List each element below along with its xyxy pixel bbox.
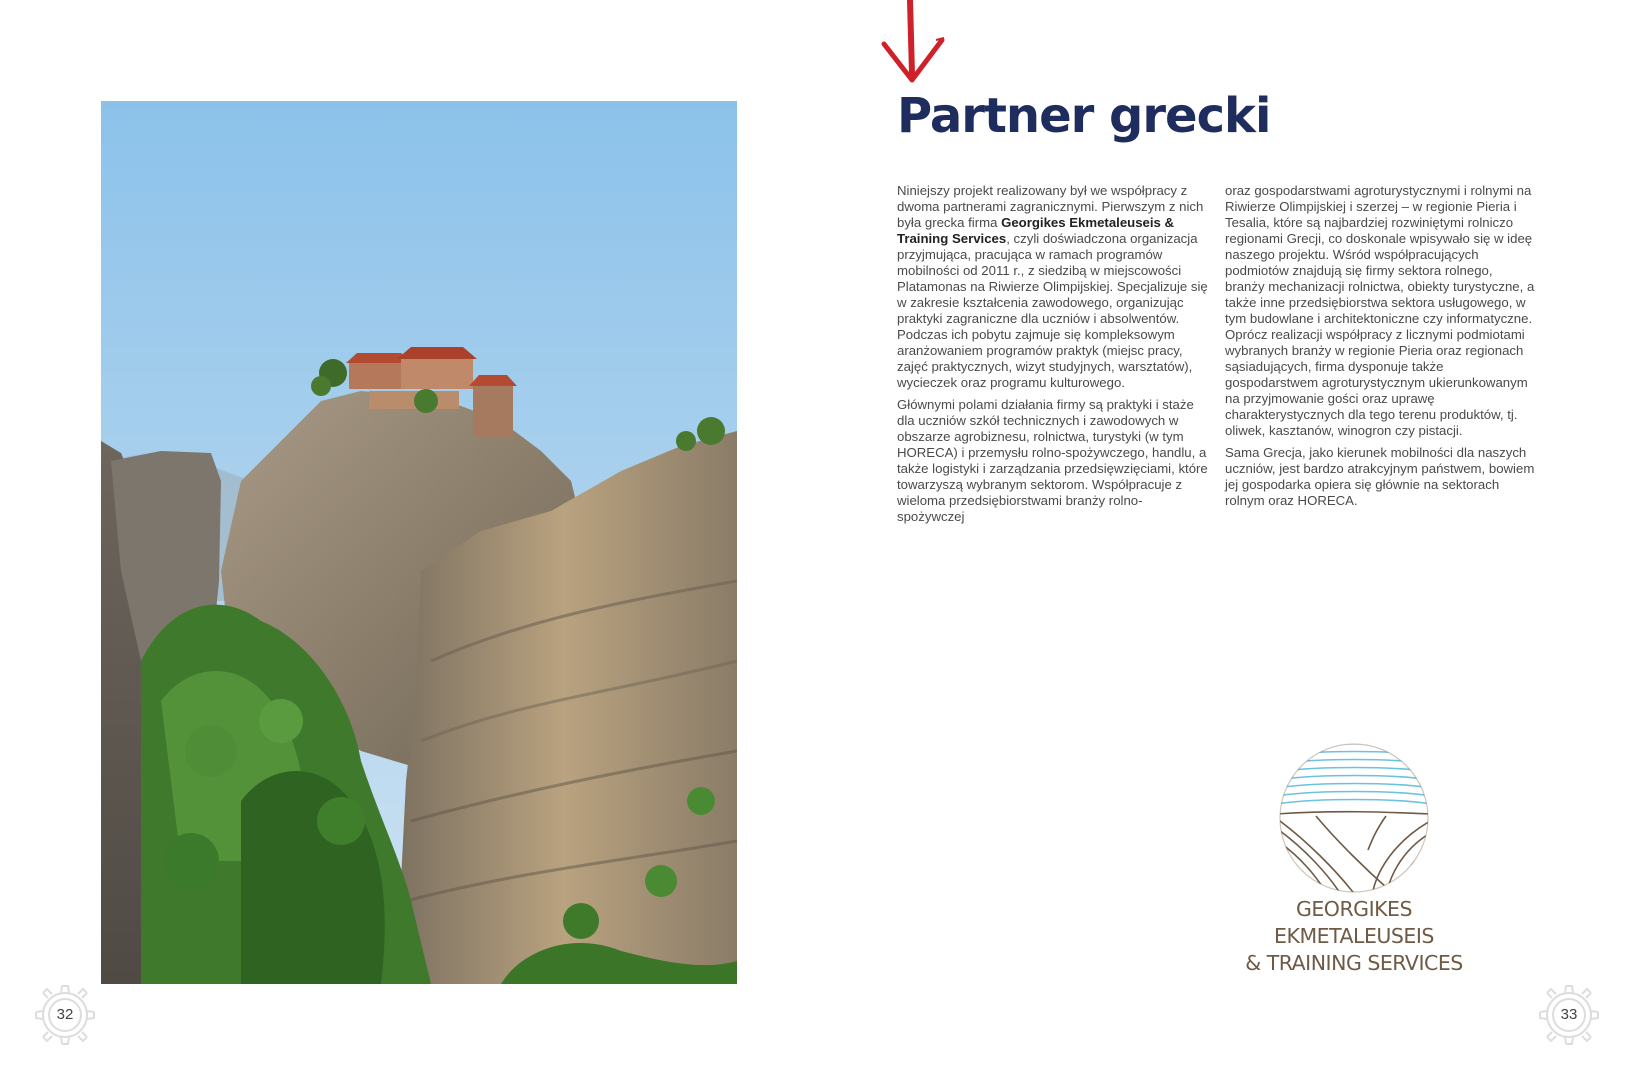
paragraph: Głównymi polami działania firmy są praktyki i staże dla uczniów szkół technicznych i zawodowych w obszarze agrobiznesu, rolnictwa, turystyki (w tym HORECA) i przemysłu rolno-spożywczego, handlu, a także logistyki i zarządzania przedsięwzięciami, które towarzyszą wybranym sektorom. Współpracuje z wieloma przedsiębiorstwami branży rolno-spożywczej bbox=[897, 397, 1208, 524]
paragraph: Sama Grecja, jako kierunek mobilności dla naszych uczniów, jest bardzo atrakcyjnym państwem, bowiem jej gospodarka opiera się głównie na sektorach rolnym oraz HORECA. bbox=[1225, 445, 1535, 508]
text-column-right bbox=[1225, 183, 1535, 515]
company-logo bbox=[1220, 740, 1488, 975]
page-number-left bbox=[32, 982, 98, 1048]
company-name: Georgikes Ekmetaleuseis & Training Services bbox=[897, 215, 1175, 246]
page-number-text: 32 bbox=[56, 1006, 74, 1023]
meteora-monastery-photo-icon bbox=[101, 101, 737, 984]
page-number-right bbox=[1536, 982, 1602, 1048]
red-arrow-icon bbox=[878, 0, 950, 86]
fields-globe-logo-icon bbox=[1276, 740, 1432, 896]
paragraph: oraz gospodarstwami agroturystycznymi i rolnymi na Riwierze Olimpijskiej i szerzej – w regionie Pieria i Tesalia, które są najbardziej rozwiniętymi rolniczo regionami Grecji, co doskonale wpisywało się w ideę naszego projektu. Wśród współpracujących podmiotów znajdują się firmy sektora rolnego, branży mechanizacji rolnictwa, obiekty turystyczne, a także inne przedsiębiorstwa sektora usługowego, w tym budowlane i architektoniczne czy informatyczne. Oprócz realizacji współpracy z licznymi podmiotami wybranych branży w regionie Pieria oraz regionach sąsiadujących, firma dysponuje także gospodarstwem agroturystycznym ukierunkowanym na przyjmowanie gości oraz uprawę charakterystycznych dla tego terenu produktów, tj. oliwek, kasztanów, winogron czy pistacji. bbox=[1225, 183, 1535, 438]
text-column-left bbox=[897, 183, 1209, 531]
page-number-text: 33 bbox=[1560, 1006, 1578, 1023]
logo-text-line1: GEORGIKES EKMETALEUSEIS bbox=[1274, 897, 1434, 948]
meteora-photo bbox=[101, 101, 737, 984]
paragraph: Niniejszy projekt realizowany był we współpracy z dwoma partnerami zagranicznymi. Pierwszym z nich była grecka firma Georgikes Ekmetaleuseis & Training Services, czyli doświadczona organizacja przyjmująca, pracująca w ramach programów mobilności od 2011 r., z siedzibą w miejscowości Platamonas na Riwierze Olimpijskiej. Specjalizuje się w zakresie kształcenia zawodowego, organizując praktyki zagraniczne dla uczniów i absolwentów. Podczas ich pobytu zajmuje się kompleksowym aranżowaniem programów praktyk (miejsc pracy, zajęć praktycznych, wizyt studyjnych, warsztatów), wycieczek oraz programu kulturowego. bbox=[897, 183, 1208, 390]
page-title: Partner grecki bbox=[897, 88, 1271, 144]
logo-text-line2: & TRAINING SERVICES bbox=[1245, 951, 1463, 975]
